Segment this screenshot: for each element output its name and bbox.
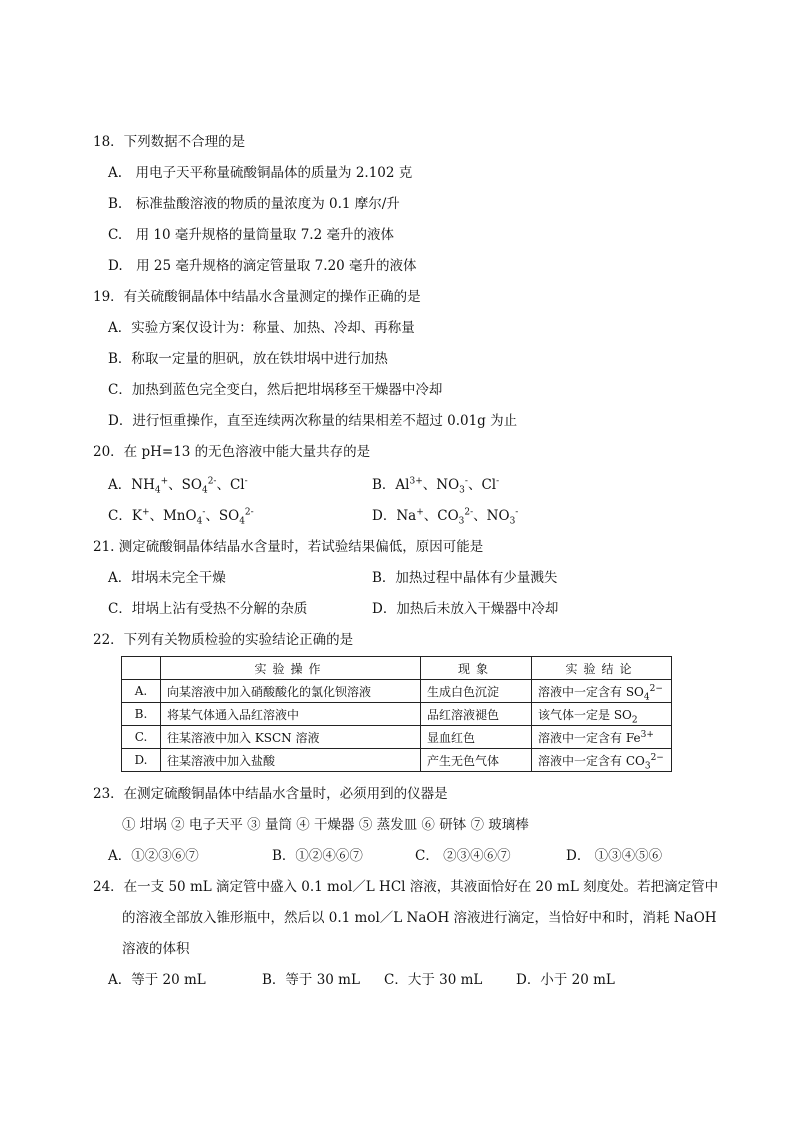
q22-stem: 22．下列有关物质检验的实验结论正确的是: [93, 632, 354, 648]
table-header-blank: [122, 657, 161, 680]
row-conclusion: 该气体一定是 $SO_2$: [532, 703, 672, 726]
q23-option-b: B．①②④⑥⑦: [272, 848, 363, 864]
q20-option-c: C．K+、MnO$_4$-、$SO_4^{2-}$: [108, 507, 254, 527]
q19-option-c: C．加热到蓝色完全变白，然后把坩埚移至干燥器中冷却: [108, 382, 443, 398]
q18-option-a: A. 用电子天平称量硫酸铜晶体的质量为 2.102 克: [108, 165, 413, 181]
row-operation: 往某溶液中加入盐酸: [161, 749, 421, 772]
row-label: C.: [122, 726, 161, 749]
table-row: [122, 703, 672, 726]
table-header-conclusion: 实验结论: [532, 657, 672, 680]
q23-option-d: D． ①③④⑤⑥: [566, 848, 663, 864]
q22-table: [121, 656, 672, 772]
row-phenomenon: 显血红色: [421, 726, 532, 749]
q24-option-a: A．等于 20 mL: [108, 972, 206, 988]
q18-option-c: C. 用 10 毫升规格的量筒量取 7.2 毫升的液体: [108, 227, 394, 243]
row-label: A.: [122, 680, 161, 703]
table-row: [122, 726, 672, 749]
q21-option-d: D．加热后未放入干燥器中冷却: [372, 601, 559, 617]
q18-option-b: B. 标准盐酸溶液的物质的量浓度为 0.1 摩尔/升: [108, 196, 400, 212]
q23-option-a: A．①②③⑥⑦: [108, 848, 199, 864]
row-label: B.: [122, 703, 161, 726]
q18-stem: 18．下列数据不合理的是: [93, 134, 246, 150]
table-header-phenomenon: 现象: [421, 657, 532, 680]
q23-option-c: C． ②③④⑥⑦: [415, 848, 511, 864]
row-label: D.: [122, 749, 161, 772]
q24-line1: 24．在一支 50 mL 滴定管中盛入 0.1 mol／L HCl 溶液，其液面恰好在 20 mL 刻度处。若把滴定管中: [93, 879, 719, 895]
row-phenomenon: 生成白色沉淀: [421, 680, 532, 703]
table-header-row: [122, 657, 672, 680]
row-operation: 将某气体通入品红溶液中: [161, 703, 421, 726]
table-row: [122, 749, 672, 772]
q18-option-d: D. 用 25 毫升规格的滴定管量取 7.20 毫升的液体: [108, 258, 417, 274]
q20-option-d: D．Na+、$CO_3^{2-}$、$NO_3^-$: [372, 507, 519, 527]
q21-option-a: A．坩埚未完全干燥: [108, 570, 226, 586]
q19-option-b: B．称取一定量的胆矾，放在铁坩埚中进行加热: [108, 351, 388, 367]
q20-option-b: B．$Al^{3+}$、$NO_3^-$、Cl-: [372, 476, 500, 496]
q24-option-c: C．大于 30 mL: [384, 972, 483, 988]
row-phenomenon: 品红溶液褪色: [421, 703, 532, 726]
row-operation: 往某溶液中加入 KSCN 溶液: [161, 726, 421, 749]
row-operation: 向某溶液中加入硝酸酸化的氯化钡溶液: [161, 680, 421, 703]
table-row: [122, 680, 672, 703]
table-header-operation: 实验操作: [161, 657, 421, 680]
q24-line3: 溶液的体积: [122, 941, 190, 957]
q20-option-a: A．$NH_4^+$、$SO_4^{2-}$、Cl-: [108, 476, 248, 496]
q24-option-d: D．小于 20 mL: [516, 972, 615, 988]
q23-instruments: ① 坩埚 ② 电子天平 ③ 量筒 ④ 干燥器 ⑤ 蒸发皿 ⑥ 研钵 ⑦ 玻璃棒: [122, 817, 529, 833]
q24-option-b: B．等于 30 mL: [262, 972, 360, 988]
row-conclusion: 溶液中一定含有 $CO_3^{2-}$: [532, 749, 672, 772]
q21-stem: 21. 测定硫酸铜晶体结晶水含量时，若试验结果偏低，原因可能是: [93, 539, 484, 555]
q19-option-d: D．进行恒重操作，直至连续两次称量的结果相差不超过 0.01g 为止: [108, 413, 518, 429]
q20-stem: 20．在 pH=13 的无色溶液中能大量共存的是: [93, 444, 371, 460]
row-conclusion: 溶液中一定含有 $Fe^{3+}$: [532, 726, 672, 749]
row-conclusion: 溶液中一定含有 $SO_4^{2-}$: [532, 680, 672, 703]
q21-option-c: C．坩埚上沾有受热不分解的杂质: [108, 601, 308, 617]
q21-option-b: B．加热过程中晶体有少量溅失: [372, 570, 558, 586]
q23-stem: 23．在测定硫酸铜晶体中结晶水含量时，必须用到的仪器是: [93, 786, 448, 802]
q24-line2: 的溶液全部放入锥形瓶中，然后以 0.1 mol／L NaOH 溶液进行滴定，当恰好中和时，消耗 NaOH: [122, 910, 717, 926]
q19-stem: 19．有关硫酸铜晶体中结晶水含量测定的操作正确的是: [93, 289, 421, 305]
q19-option-a: A．实验方案仅设计为：称量、加热、冷却、再称量: [108, 320, 415, 336]
row-phenomenon: 产生无色气体: [421, 749, 532, 772]
